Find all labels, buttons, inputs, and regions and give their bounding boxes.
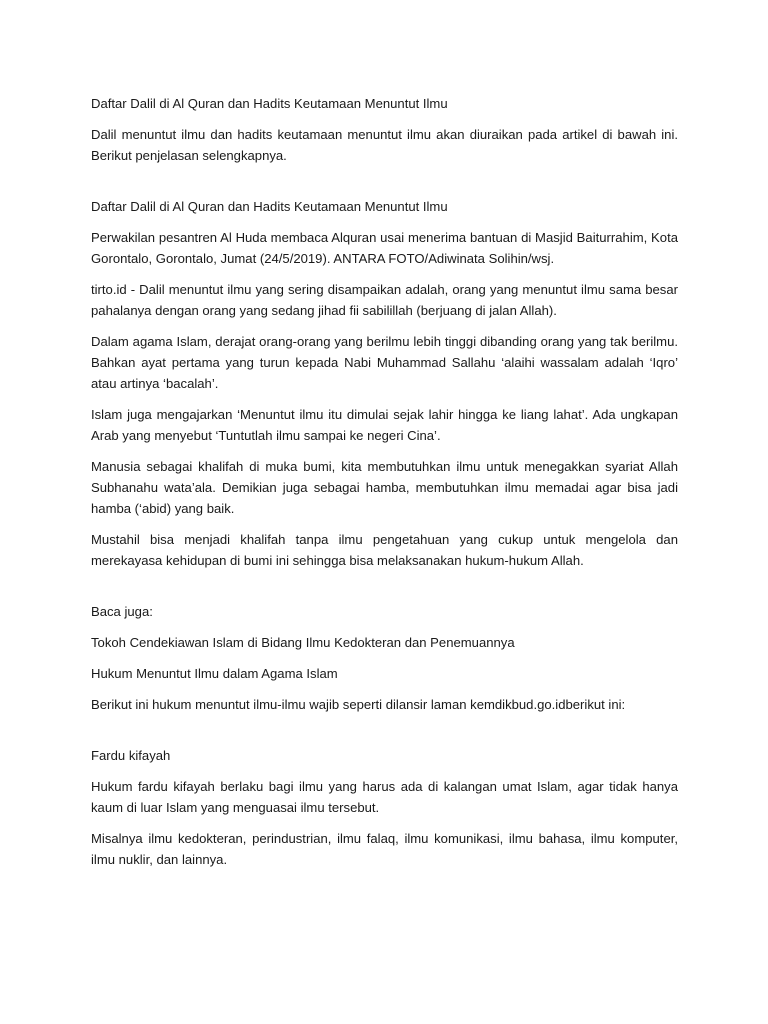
body-paragraph: Berikut ini hukum menuntut ilmu-ilmu wajib seperti dilansir laman kemdikbud.go.idberikut ini: — [91, 697, 626, 712]
body-paragraph: Mustahil bisa menjadi khalifah tanpa ilmu pengetahuan yang cukup untuk mengelola dan merekayasa kehidupan di bumi ini sehingga bisa melaksanakan hukum-hukum Allah. — [91, 532, 678, 568]
body-paragraph: Misalnya ilmu kedokteran, perindustrian, ilmu falaq, ilmu komunikasi, ilmu bahasa, ilmu komputer, ilmu nuklir, dan lainnya. — [91, 831, 678, 867]
intro-paragraph: Dalil menuntut ilmu dan hadits keutamaan menuntut ilmu akan diuraikan pada artikel di bawah ini. Berikut penjelasan selengkapnya. — [91, 127, 678, 163]
body-paragraph: Hukum fardu kifayah berlaku bagi ilmu yang harus ada di kalangan umat Islam, agar tidak hanya kaum di luar Islam yang menguasai ilmu tersebut. — [91, 779, 678, 815]
blank-line — [91, 581, 678, 601]
related-article-title: Hukum Menuntut Ilmu dalam Agama Islam — [91, 666, 338, 681]
blank-line — [91, 176, 678, 196]
heading-daftar-dalil-repeat: Daftar Dalil di Al Quran dan Hadits Keutamaan Menuntut Ilmu — [91, 199, 448, 214]
body-paragraph: Islam juga mengajarkan ‘Menuntut ilmu itu dimulai sejak lahir hingga ke liang lahat’. Ada ungkapan Arab yang menyebut ‘Tuntutlah ilmu sampai ke negeri Cina’. — [91, 407, 678, 443]
body-paragraph: Manusia sebagai khalifah di muka bumi, kita membutuhkan ilmu untuk menegakkan syariat Allah Subhanahu wata’ala. Demikian juga sebagai hamba, membutuhkan ilmu memadai agar bisa jadi hamba (‘abid) yang baik. — [91, 459, 678, 516]
section-heading-fardu-kifayah: Fardu kifayah — [91, 748, 171, 763]
photo-caption: Perwakilan pesantren Al Huda membaca Alquran usai menerima bantuan di Masjid Baiturrahim, Kota Gorontalo, Gorontalo, Jumat (24/5/2019). ANTARA FOTO/Adiwinata Solihin/wsj. — [91, 230, 678, 266]
heading-daftar-dalil: Daftar Dalil di Al Quran dan Hadits Keutamaan Menuntut Ilmu — [91, 96, 448, 111]
body-paragraph: tirto.id - Dalil menuntut ilmu yang sering disampaikan adalah, orang yang menuntut ilmu sama besar pahalanya dengan orang yang sedang jihad fii sabilillah (berjuang di jalan Allah). — [91, 282, 678, 318]
body-paragraph: Dalam agama Islam, derajat orang-orang yang berilmu lebih tinggi dibanding orang yang tak berilmu. Bahkan ayat pertama yang turun kepada Nabi Muhammad Sallahu ‘alaihi wassalam adalah ‘Iqro’ atau artinya ‘bacalah’. — [91, 334, 678, 391]
related-article-title: Tokoh Cendekiawan Islam di Bidang Ilmu Kedokteran dan Penemuannya — [91, 635, 515, 650]
see-also-label: Baca juga: — [91, 604, 153, 619]
blank-line — [91, 725, 678, 745]
